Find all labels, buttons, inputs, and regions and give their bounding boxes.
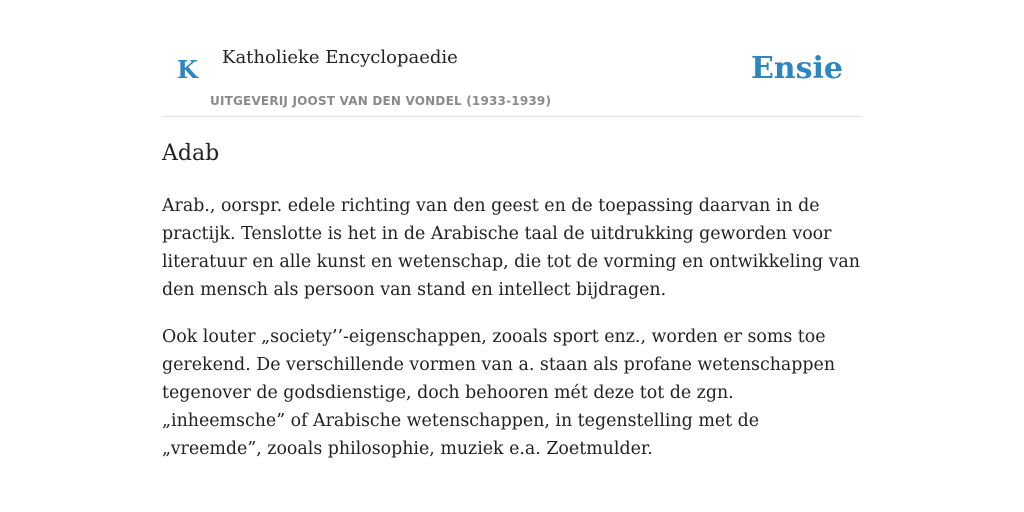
article: [162, 138, 862, 463]
article-title: Adab: [162, 141, 220, 166]
brand-logo-link[interactable]: Ensie: [750, 51, 843, 86]
publication-title[interactable]: Katholieke Encyclopaedie: [222, 47, 458, 68]
article-paragraph: Ook louter „society’’-eigenschappen, zooals sport enz., worden er soms toe gerekend. De verschillende vormen van a. staan als profane wetenschappen tegenover de godsdienstige, doch behooren mét deze tot de zgn. „inheemsche” of Arabische wetenschappen, in tegenstelling met de „vreemde”, zooals philosophie, muziek e.a. Zoetmulder.: [162, 327, 836, 459]
article-paragraph: Arab., oorspr. edele richting van den geest en de toepassing daarvan in de practijk. Tenslotte is het in de Arabische taal de uitdrukking geworden voor literatuur en alle kunst en wetenschap, die tot de vorming en ontwikkeling van den mensch als persoon van stand en intellect bijdragen.: [162, 196, 860, 300]
header: [162, 0, 862, 117]
publisher-label: UITGEVERIJ JOOST VAN DEN VONDEL (1933-1939): [210, 94, 552, 108]
publication-logo[interactable]: K: [177, 55, 198, 84]
